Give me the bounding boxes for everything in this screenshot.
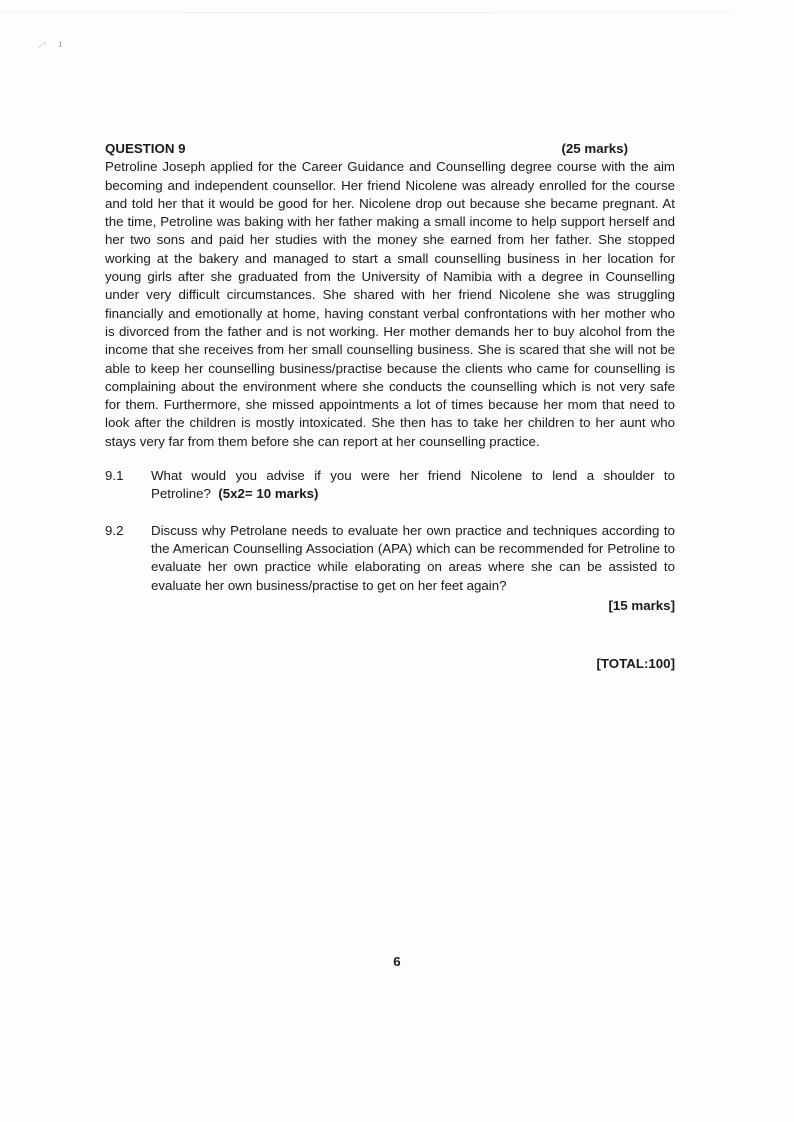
sub-question-9-2: [105, 522, 675, 595]
sub-question-text-body: What would you advise if you were her friend Nicolene to lend a shoulder to Petroline?: [151, 468, 675, 502]
question-marks: (25 marks): [561, 141, 628, 156]
scan-artifact-mark: ⸝· ı: [38, 39, 63, 50]
page-number: 6: [393, 954, 401, 969]
sub-question-9-1: [105, 467, 675, 504]
question-header: [105, 140, 675, 158]
sub-question-marks: [15 marks]: [608, 597, 675, 613]
sub-question-marks: (5x2= 10 marks): [218, 486, 319, 502]
question-section: [105, 140, 675, 673]
sub-question-number: 9.1: [105, 468, 124, 484]
question-title: QUESTION 9: [105, 141, 186, 156]
sub-question-text: Discuss why Petrolane needs to evaluate her own practice and techniques according to the American Counselling Association (APA) which can be recommended for Petroline to evaluate her own practice while elaborating on areas where she can be assisted to evaluate her own business/practise to get on her feet again?: [151, 522, 675, 593]
question-scenario: Petroline Joseph applied for the Career Guidance and Counselling degree course with the aim becoming and independent counsellor. Her friend Nicolene was already enrolled for the course and told her that it would be good for her. Nicolene drop out because she became pregnant. At the time, Petroline was baking with her father making a small income to help support herself and her two sons and paid her studies with the money she earned from her father. She stopped working at the bakery and managed to start a small counselling business in her location for young girls after she graduated from the University of Namibia with a degree in Counselling under very difficult circumstances. She shared with her friend Nicolene she was struggling financially and emotionally at home, having constant verbal confrontations with her mother who is divorced from the father and is not working. Her mother demands her to buy alcohol from the income that she receives from her small counselling business. She is scared that she will not be able to keep her counselling business/practise because the clients who came for counselling is complaining about the environment where she conducts the counselling which is not very safe for them. Furthermore, she missed appointments a lot of times because her mom that need to look after the children is mostly intoxicated. She then has to take her children to her aunt who stays very far from them before she can report at her counselling practice.: [105, 159, 675, 449]
total-marks: [TOTAL:100]: [596, 656, 675, 672]
scan-edge-line: [0, 12, 734, 13]
sub-question-text: [151, 467, 675, 504]
sub-question-number: 9.2: [105, 522, 124, 538]
